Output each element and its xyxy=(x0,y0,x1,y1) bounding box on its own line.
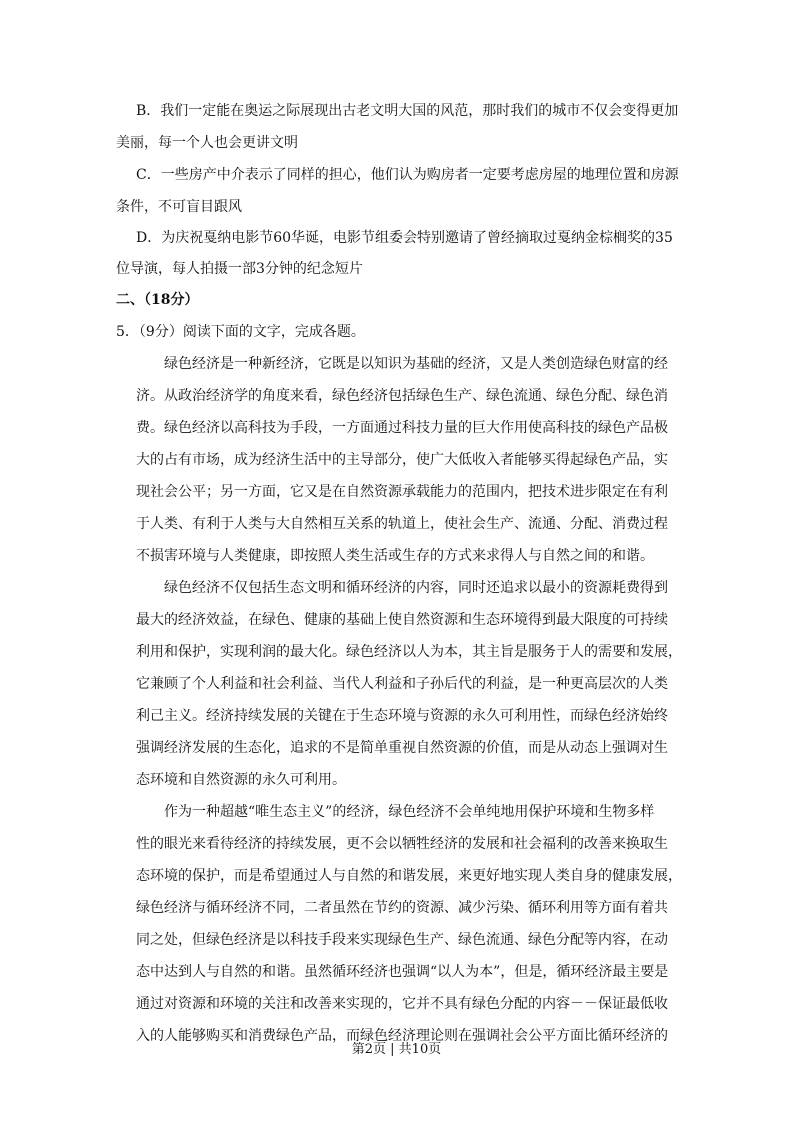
passage-line: 入的人能够购买和消费绿色产品，而绿色经济理论则在强调社会公平方面比循环经济的 xyxy=(136,1028,668,1044)
passage-line: 最大的经济效益，在绿色、健康的基础上使自然资源和生态环境得到最大限度的可持续 xyxy=(136,612,668,628)
section-heading: 二、（18分） xyxy=(116,292,199,308)
passage-line: 强调经济发展的生态化，追求的不是简单重视自然资源的价值，而是从动态上强调对生 xyxy=(136,740,668,756)
passage-line: 态环境和自然资源的永久可利用。 xyxy=(136,772,346,788)
passage-line: 于人类、有利于人类与大自然相互关系的轨道上，使社会生产、流通、分配、消费过程 xyxy=(136,516,668,532)
passage-line: 态环境的保护，而是希望通过人与自然的和谐发展，来更好地实现人类自身的健康发展， xyxy=(136,868,682,884)
passage-line: 不损害环境与人类健康，即按照人类生活或生存的方式来求得人与自然之间的和谐。 xyxy=(136,548,654,564)
option-c-line-2: 条件，不可盲目跟风 xyxy=(116,199,242,215)
passage-line: 通过对资源和环境的关注和改善来实现的，它并不具有绿色分配的内容－－保证最低收 xyxy=(136,996,668,1012)
option-b-line-2: 美丽，每一个人也会更讲文明 xyxy=(116,135,298,151)
passage-line: 绿色经济不仅包括生态文明和循环经济的内容，同时还追求以最小的资源耗费得到 xyxy=(164,580,668,596)
passage-line: 绿色经济与循环经济不同，二者虽然在节约的资源、减少污染、循环利用等方面有着共 xyxy=(136,900,668,916)
passage-line: 绿色经济是一种新经济，它既是以知识为基础的经济，又是人类创造绿色财富的经 xyxy=(164,356,668,372)
passage-line: 费。绿色经济以高科技为手段，一方面通过科技力量的巨大作用使高科技的绿色产品极 xyxy=(136,420,668,436)
passage-line: 同之处，但绿色经济是以科技手段来实现绿色生产、绿色流通、绿色分配等内容，在动 xyxy=(136,932,668,948)
passage-line: 它兼顾了个人利益和社会利益、当代人利益和子孙后代的利益，是一种更高层次的人类 xyxy=(136,676,668,692)
option-b-line-1: B．我们一定能在奥运之际展现出古老文明大国的风范，那时我们的城市不仅会变得更加 xyxy=(136,103,679,119)
option-d-line-2: 位导演，每人拍摄一部3分钟的纪念短片 xyxy=(116,261,363,277)
passage-line: 大的占有市场，成为经济生活中的主导部分，使广大低收入者能够买得起绿色产品，实 xyxy=(136,452,668,468)
passage-line: 作为一种超越“唯生态主义”的经济，绿色经济不会单纯地用保护环境和生物多样 xyxy=(164,804,655,820)
page-footer: 第2页 | 共10页 xyxy=(351,1042,442,1057)
passage-line: 态中达到人与自然的和谐。虽然循环经济也强调“以人为本”，但是，循环经济最主要是 xyxy=(136,964,669,980)
passage-line: 利用和保护，实现利润的最大化。绿色经济以人为本，其主旨是服务于人的需要和发展， xyxy=(136,644,682,660)
question-stem: 5．（9分）阅读下面的文字，完成各题。 xyxy=(116,324,365,340)
passage-line: 济。从政治经济学的角度来看，绿色经济包括绿色生产、绿色流通、绿色分配、绿色消 xyxy=(136,388,668,404)
option-d-line-1: D．为庆祝戛纳电影节60华诞，电影节组委会特别邀请了曾经摘取过戛纳金棕榈奖的35 xyxy=(136,230,673,246)
option-c-line-1: C．一些房产中介表示了同样的担心，他们认为购房者一定要考虑房屋的地理位置和房源 xyxy=(136,167,679,183)
passage-line: 性的眼光来看待经济的持续发展，更不会以牺牲经济的发展和社会福利的改善来换取生 xyxy=(136,836,668,852)
passage-line: 利己主义。经济持续发展的关键在于生态环境与资源的永久可利用性，而绿色经济始终 xyxy=(136,708,668,724)
passage-line: 现社会公平；另一方面，它又是在自然资源承载能力的范围内，把技术进步限定在有利 xyxy=(136,484,668,500)
